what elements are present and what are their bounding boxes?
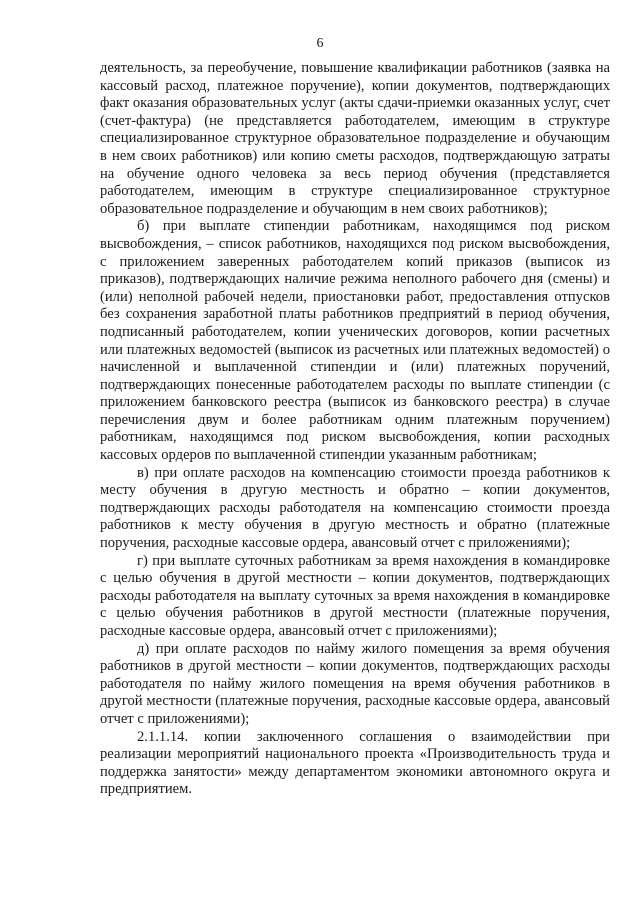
document-body	[100, 60, 610, 799]
paragraph-2-1-1-14: 2.1.1.14. копии заключенного соглашения о взаимодействии при реализации мероприятий национального проекта «Производительность труда и поддержка занятости» между департаментом экономики автономного округа и предприятием.	[100, 728, 610, 798]
paragraph-continuation: деятельность, за переобучение, повышение квалификации работников (заявка на кассовый расход, платежное поручение), копии документов, подтверждающих факт оказания образовательных услуг (акты сдачи-приемки оказанных услуг, счет (счет-фактура) (не представляется работодателем, имеющим в структуре специализированное структурное образовательное подразделение и обучающим в нем своих работников) или копию сметы расходов, подтверждающую затраты на обучение одного человека за весь период обучения (представляется работодателем, имеющим в структуре специализированное структурное образовательное подразделение и обучающим в нем своих работников);	[100, 60, 611, 217]
paragraph-item-v: в) при оплате расходов на компенсацию стоимости проезда работников к месту обучения в другую местность и обратно – копии документов, подтверждающих расходы работодателя на компенсацию стоимости проезда работников к месту обучения в другую местность и обратно (платежные поручения, расходные кассовые ордера, авансовый отчет с приложениями);	[100, 464, 610, 552]
page-number: 6	[316, 36, 324, 51]
paragraph-item-b: б) при выплате стипендии работникам, находящимся под риском высвобождения, – список работников, находящихся под риском высвобождения, с приложением заверенных работодателем копий приказов (выписок из приказов), подтверждающих наличие режима неполного рабочего дня (смены) и (или) неполной рабочей недели, приостановки работ, предоставления отпусков без сохранения заработной платы работников предприятий в период обучения, подписанный работодателем, копии ученических договоров, копии расчетных или платежных ведомостей (выписок из расчетных или платежных ведомостей) о начисленной и выплаченной стипендии и (или) платежных поручений, подтверждающих понесенные работодателем расходы по выплате стипендии (с приложением банковского реестра (выписок из банковского реестра) в случае перечисления двум и более работникам одним платежным поручением) работникам, находящимся под риском высвобождения, копии расходных кассовых ордеров по выплаченной стипендии указанным работникам;	[100, 218, 610, 464]
paragraph-item-d: д) при оплате расходов по найму жилого помещения за время обучения работников в другой местности – копии документов, подтверждающих расходы работодателя по найму жилого помещения на время обучения работников в другой местности (платежные поручения, расходные кассовые ордера, авансовый отчет с приложениями);	[100, 640, 610, 727]
paragraph-item-g: г) при выплате суточных работникам за время нахождения в командировке с целью обучения в другой местности – копии документов, подтверждающих расходы работодателя на выплату суточных за время нахождения в командировке с целью обучения работников в другой местности (платежные поручения, расходные кассовые ордера, авансовый отчет с приложениями);	[100, 552, 610, 639]
